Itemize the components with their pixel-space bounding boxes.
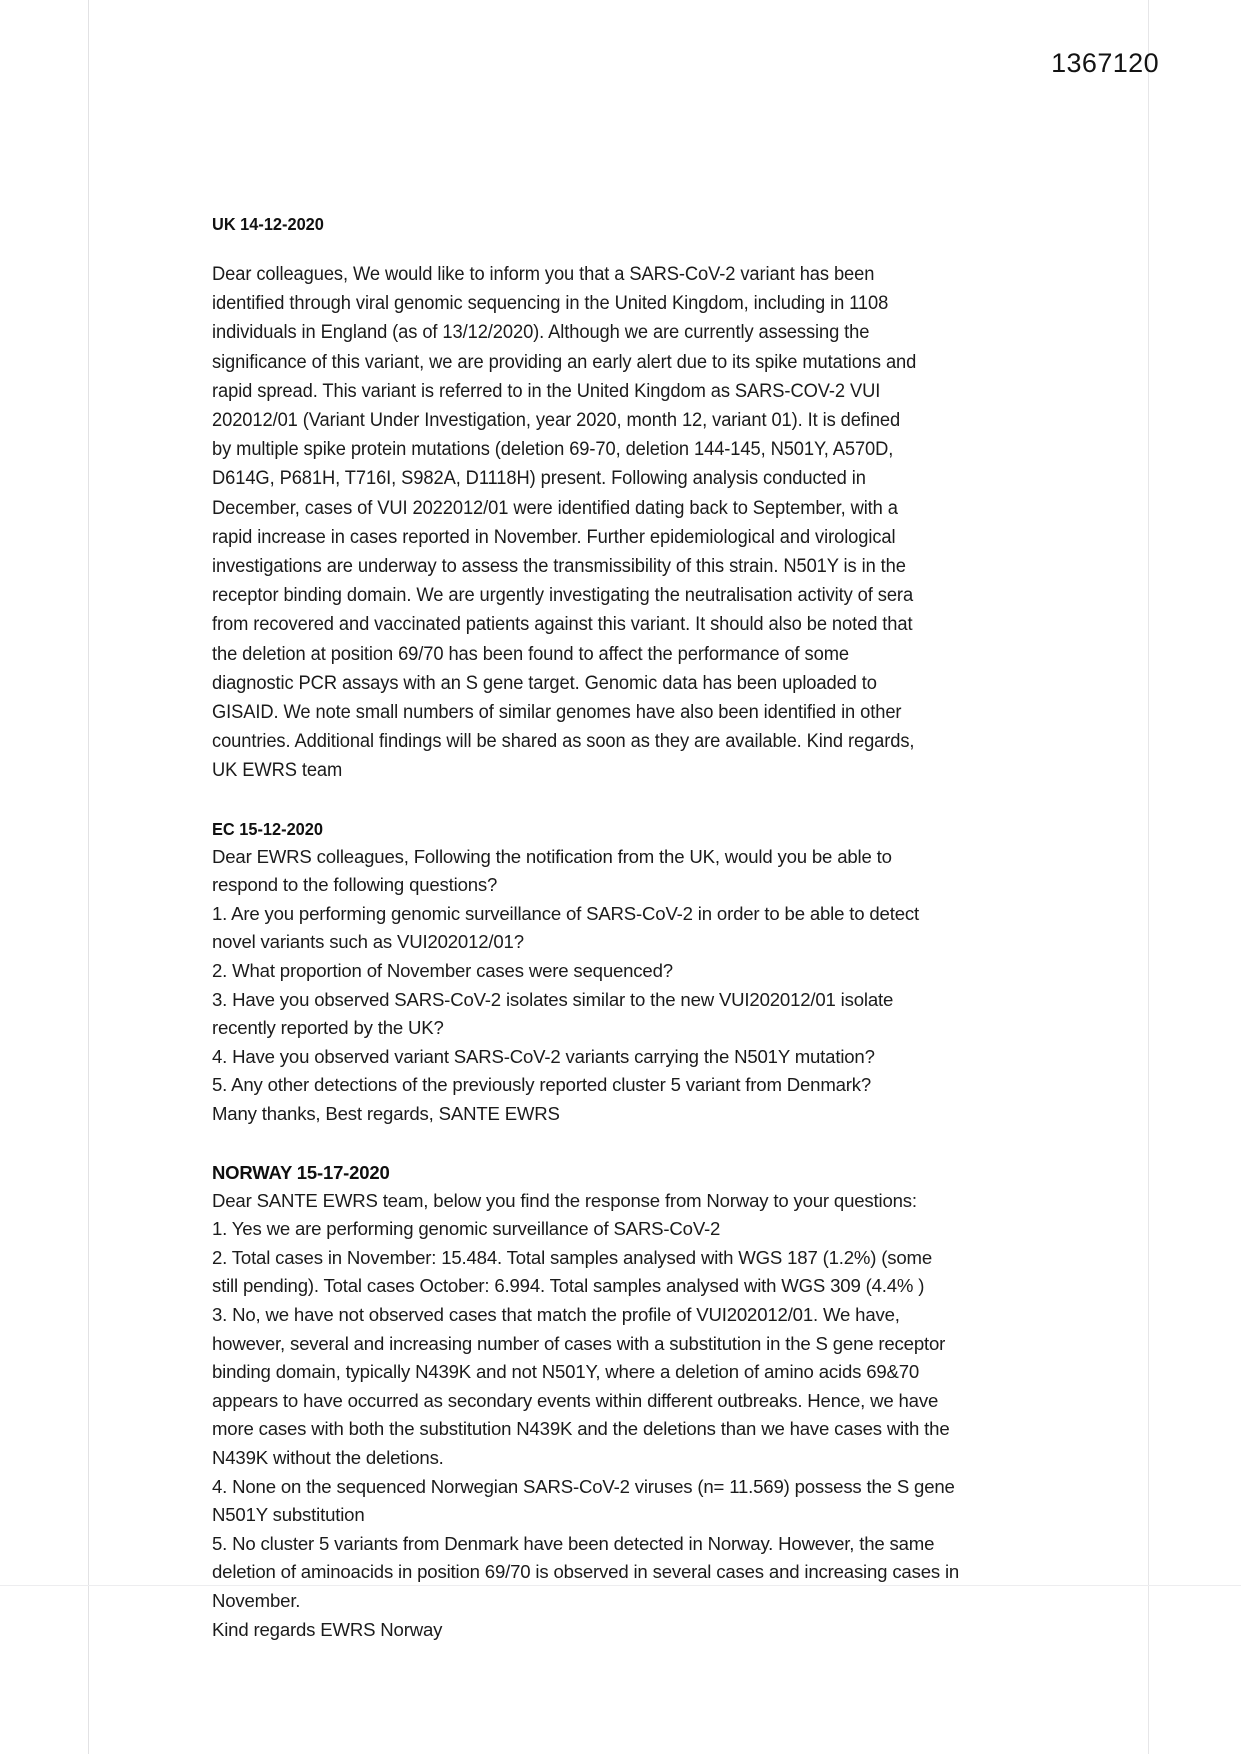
body-line: identified through viral genomic sequencing in the United Kingdom, including in 1108 [212, 292, 889, 315]
body-line: investigations are underway to assess the transmissibility of this strain. N501Y is in the [212, 555, 906, 578]
body-line: 5. Any other detections of the previously reported cluster 5 variant from Denmark? [212, 1074, 872, 1096]
spacer [212, 1129, 1012, 1162]
section-ec [212, 819, 1012, 1129]
spacer [212, 786, 1012, 819]
body-line: more cases with both the substitution N439K and the deletions than we have cases with the [212, 1418, 950, 1440]
page-edge-left [88, 0, 89, 1754]
body-line: 3. Have you observed SARS-CoV-2 isolates similar to the new VUI202012/01 isolate [212, 988, 894, 1010]
body-line: deletion of aminoacids in position 69/70 is observed in several cases and increasing cases in [212, 1561, 960, 1583]
body-line: December, cases of VUI 2022012/01 were identified dating back to September, with a [212, 496, 898, 519]
body-line: Many thanks, Best regards, SANTE EWRS [212, 1103, 560, 1124]
body-line: the deletion at position 69/70 has been found to affect the performance of some [212, 642, 849, 665]
body-line: D614G, P681H, T716I, S982A, D1118H) present. Following analysis conducted in [212, 467, 866, 490]
body-line: 5. No cluster 5 variants from Denmark have been detected in Norway. However, the same [212, 1532, 935, 1554]
body-line: appears to have occurred as secondary events within different outbreaks. Hence, we have [212, 1389, 939, 1411]
body-line: recently reported by the UK? [212, 1017, 444, 1039]
body-line: 202012/01 (Variant Under Investigation, year 2020, month 12, variant 01). It is defined [212, 409, 901, 432]
section-heading-ec: EC 15-12-2020 [212, 818, 323, 839]
body-line: binding domain, typically N439K and not N501Y, where a deletion of amino acids 69&70 [212, 1361, 920, 1383]
body-line: 2. What proportion of November cases were sequenced? [212, 960, 673, 982]
body-line: Dear colleagues, We would like to inform you that a SARS-CoV-2 variant has been [212, 263, 875, 285]
body-line: rapid spread. This variant is referred to in the United Kingdom as SARS-COV-2 VUI [212, 379, 881, 402]
body-line: N439K without the deletions. [212, 1446, 444, 1468]
body-line: from recovered and vaccinated patients against this variant. It should also be noted that [212, 613, 913, 636]
body-line: respond to the following questions? [212, 874, 498, 896]
body-line: receptor binding domain. We are urgently investigating the neutralisation activity of sera [212, 584, 914, 607]
body-line: significance of this variant, we are providing an early alert due to its spike mutations and [212, 350, 917, 373]
body-line: November. [212, 1589, 301, 1611]
body-line: N501Y substitution [212, 1504, 365, 1526]
page-number: 1367120 [1051, 48, 1159, 78]
body-line: 1. Yes we are performing genomic surveillance of SARS-CoV-2 [212, 1218, 721, 1240]
section-norway [212, 1162, 1012, 1645]
body-line: 1. Are you performing genomic surveillance of SARS-CoV-2 in order to be able to detect [212, 902, 919, 924]
body-line: still pending). Total cases October: 6.994. Total samples analysed with WGS 309 (4.4% ) [212, 1275, 925, 1297]
body-line: however, several and increasing number of cases with a substitution in the S gene receptor [212, 1332, 946, 1354]
section-body-norway [212, 1187, 1012, 1645]
body-line: individuals in England (as of 13/12/2020). Although we are currently assessing the [212, 321, 870, 344]
document-body [212, 214, 1012, 1644]
spacer [212, 235, 1012, 260]
body-line: by multiple spike protein mutations (deletion 69-70, deletion 144-145, N501Y, A570D, [212, 438, 894, 461]
section-body-uk [212, 260, 1011, 786]
body-line: UK EWRS team [212, 759, 343, 782]
section-uk [212, 214, 1012, 786]
body-line: 2. Total cases in November: 15.484. Total samples analysed with WGS 187 (1.2%) (some [212, 1246, 933, 1268]
body-line: GISAID. We note small numbers of similar genomes have also been identified in other [212, 701, 902, 724]
body-line: Kind regards EWRS Norway [212, 1618, 443, 1640]
body-line: diagnostic PCR assays with an S gene target. Genomic data has been uploaded to [212, 671, 877, 694]
body-line: rapid increase in cases reported in November. Further epidemiological and virological [212, 525, 896, 548]
section-heading-norway: NORWAY 15-17-2020 [212, 1161, 390, 1183]
body-line: countries. Additional findings will be shared as soon as they are available. Kind regards, [212, 730, 915, 753]
body-line: novel variants such as VUI202012/01? [212, 931, 524, 953]
body-line: 4. None on the sequenced Norwegian SARS-CoV-2 viruses (n= 11.569) possess the S gene [212, 1475, 955, 1497]
body-line: Dear SANTE EWRS team, below you find the response from Norway to your questions: [212, 1189, 917, 1211]
page-edge-right [1148, 0, 1149, 1754]
section-body-ec [212, 843, 1012, 1129]
body-line: 3. No, we have not observed cases that match the profile of VUI202012/01. We have, [212, 1303, 900, 1325]
body-line: 4. Have you observed variant SARS-CoV-2 variants carrying the N501Y mutation? [212, 1045, 875, 1067]
section-heading-uk: UK 14-12-2020 [212, 214, 324, 234]
body-line: Dear EWRS colleagues, Following the notification from the UK, would you be able to [212, 845, 892, 867]
